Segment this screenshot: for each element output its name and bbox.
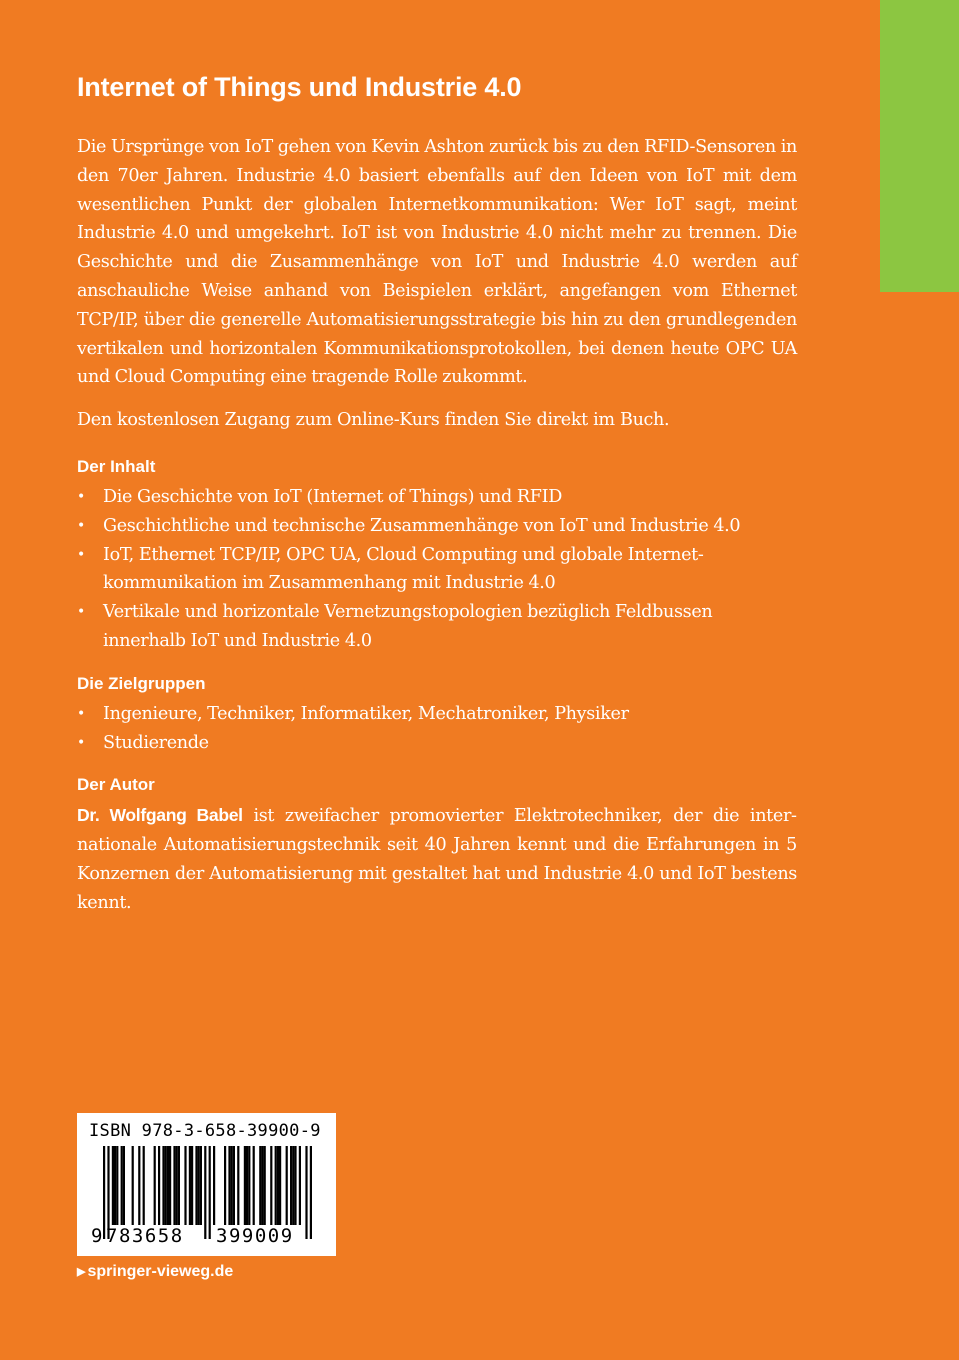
barcode-bar-33 — [244, 1146, 246, 1225]
list-item: • Geschichtliche und technische Zusammenhänge von IoT und Industrie 4.0 — [77, 512, 797, 541]
barcode-bar-10 — [154, 1146, 156, 1225]
isbn-barcode — [77, 1113, 336, 1256]
book-title: Internet of Things und Industrie 4.0 — [77, 72, 522, 102]
barcode-bar-23 — [198, 1146, 200, 1225]
barcode-bar-36 — [253, 1146, 255, 1225]
barcode-bar-17 — [176, 1146, 178, 1225]
barcode-bar-42 — [277, 1146, 279, 1225]
barcode-bar-28 — [224, 1146, 226, 1225]
ean-first-digit: 9 — [91, 1225, 103, 1247]
back-cover-content — [77, 70, 797, 918]
barcode-bar-7 — [132, 1146, 134, 1225]
barcode-bar-29 — [228, 1146, 230, 1225]
barcode-bar-18 — [178, 1146, 180, 1225]
barcode-bar-27 — [213, 1146, 215, 1225]
barcode-bar-12 — [162, 1146, 164, 1225]
contents-heading: Der Inhalt — [77, 456, 156, 476]
barcode-bar-16 — [173, 1146, 175, 1225]
ean-left-group: 783658 — [106, 1225, 184, 1247]
barcode-bar-31 — [233, 1146, 235, 1225]
barcode-bar-37 — [259, 1146, 261, 1225]
barcode-bar-21 — [191, 1146, 193, 1225]
contents-list — [77, 483, 797, 656]
barcode-bar-19 — [184, 1146, 186, 1225]
color-tab-accent — [880, 0, 959, 292]
ean-right-group: 399009 — [216, 1225, 294, 1247]
barcode-bar-20 — [189, 1146, 191, 1225]
author-paragraph — [77, 801, 797, 917]
barcode-bar-6 — [123, 1146, 125, 1225]
author-bio: ist zweifacher promovierter Elektrotechniker, der die internationale Automatisierungstechnik seit 40 Jahren kennt und die Erfahrungen in 5 Konzernen der Automatisierung mit gestaltet hat und Industrie 4.0 und IoT bestens kennt. — [77, 806, 797, 913]
intro-paragraph: Die Ursprünge von IoT gehen von Kevin Ashton zurück bis zu den RFID-Sensoren in den 70er Jahren. Industrie 4.0 basiert ebenfalls auf den Ideen von IoT mit dem wesentlichen Punkt der globalen Internetkommunikation: Wer IoT sagt, meint Industrie 4.0 und umgekehrt. IoT ist von Industrie 4.0 nicht mehr zu trennen. Die Geschichte und die Zusammenhänge von IoT und Industrie 4.0 werden auf anschauliche Weise anhand von Beispielen erklärt, angefangen vom Ethernet TCP/IP, über die generelle Automatisierungsstrategie bis hin zu den grundlegenden vertikalen und horizontalen Kommunikationsprotokollen, bei denen heute OPC UA und Cloud Computing eine tragende Rolle zukommt. — [77, 137, 797, 388]
list-item: • Die Geschichte von IoT (Internet of Things) und RFID — [77, 483, 797, 512]
barcode-bar-8 — [138, 1146, 140, 1225]
play-arrow-icon: ▶ — [77, 1266, 86, 1278]
website-label: springer-vieweg.de — [87, 1263, 234, 1280]
barcode-bar-47 — [294, 1146, 296, 1225]
barcode-bar-32 — [237, 1146, 239, 1225]
barcode-bar-40 — [270, 1146, 272, 1225]
barcode-bar-14 — [167, 1146, 169, 1225]
barcode-bar-2 — [112, 1146, 114, 1225]
barcode-bar-9 — [143, 1146, 145, 1225]
barcode-bar-15 — [169, 1146, 171, 1225]
isbn-label: ISBN 978-3-658-39900-9 — [89, 1121, 321, 1141]
audience-heading: Die Zielgruppen — [77, 673, 206, 693]
barcode-bar-38 — [261, 1146, 263, 1225]
barcode-bar-3 — [114, 1146, 116, 1225]
publisher-website[interactable] — [77, 1261, 233, 1284]
barcode-bar-4 — [116, 1146, 118, 1225]
author-name: Dr. Wolfgang Babel — [77, 805, 243, 826]
barcode-bar-45 — [290, 1146, 292, 1225]
barcode-bar-5 — [121, 1146, 123, 1225]
ean-digits — [77, 1225, 336, 1255]
barcode-bar-34 — [246, 1146, 248, 1225]
barcode-bar-46 — [292, 1146, 294, 1225]
author-heading: Der Autor — [77, 775, 155, 795]
barcode-bar-35 — [248, 1146, 250, 1225]
barcode-bar-22 — [195, 1146, 197, 1225]
audience-list — [77, 700, 797, 758]
barcode-bar-13 — [165, 1146, 167, 1225]
barcode-bar-11 — [158, 1146, 160, 1225]
list-item: • IoT, Ethernet TCP/IP, OPC UA, Cloud Computing und globale Internetkommunikation im Zusammenhang mit Industrie 4.0 — [77, 541, 797, 599]
list-item: • Studierende — [77, 729, 797, 758]
barcode-bar-41 — [275, 1146, 277, 1225]
barcode-bar-44 — [286, 1146, 288, 1225]
online-course-note: Den kostenlosen Zugang zum Online-Kurs finden Sie direkt im Buch. — [77, 410, 670, 431]
barcode-bar-43 — [279, 1146, 281, 1225]
barcode-bar-48 — [299, 1146, 301, 1225]
list-item: • Ingenieure, Techniker, Informatiker, Mechatroniker, Physiker — [77, 700, 797, 729]
list-item: • Vertikale und horizontale Vernetzungstopologien bezüglich Feldbussen innerhalb IoT und Industrie 4.0 — [77, 598, 797, 656]
barcode-bar-24 — [200, 1146, 202, 1225]
barcode-bar-30 — [231, 1146, 233, 1225]
barcode-bar-39 — [264, 1146, 266, 1225]
